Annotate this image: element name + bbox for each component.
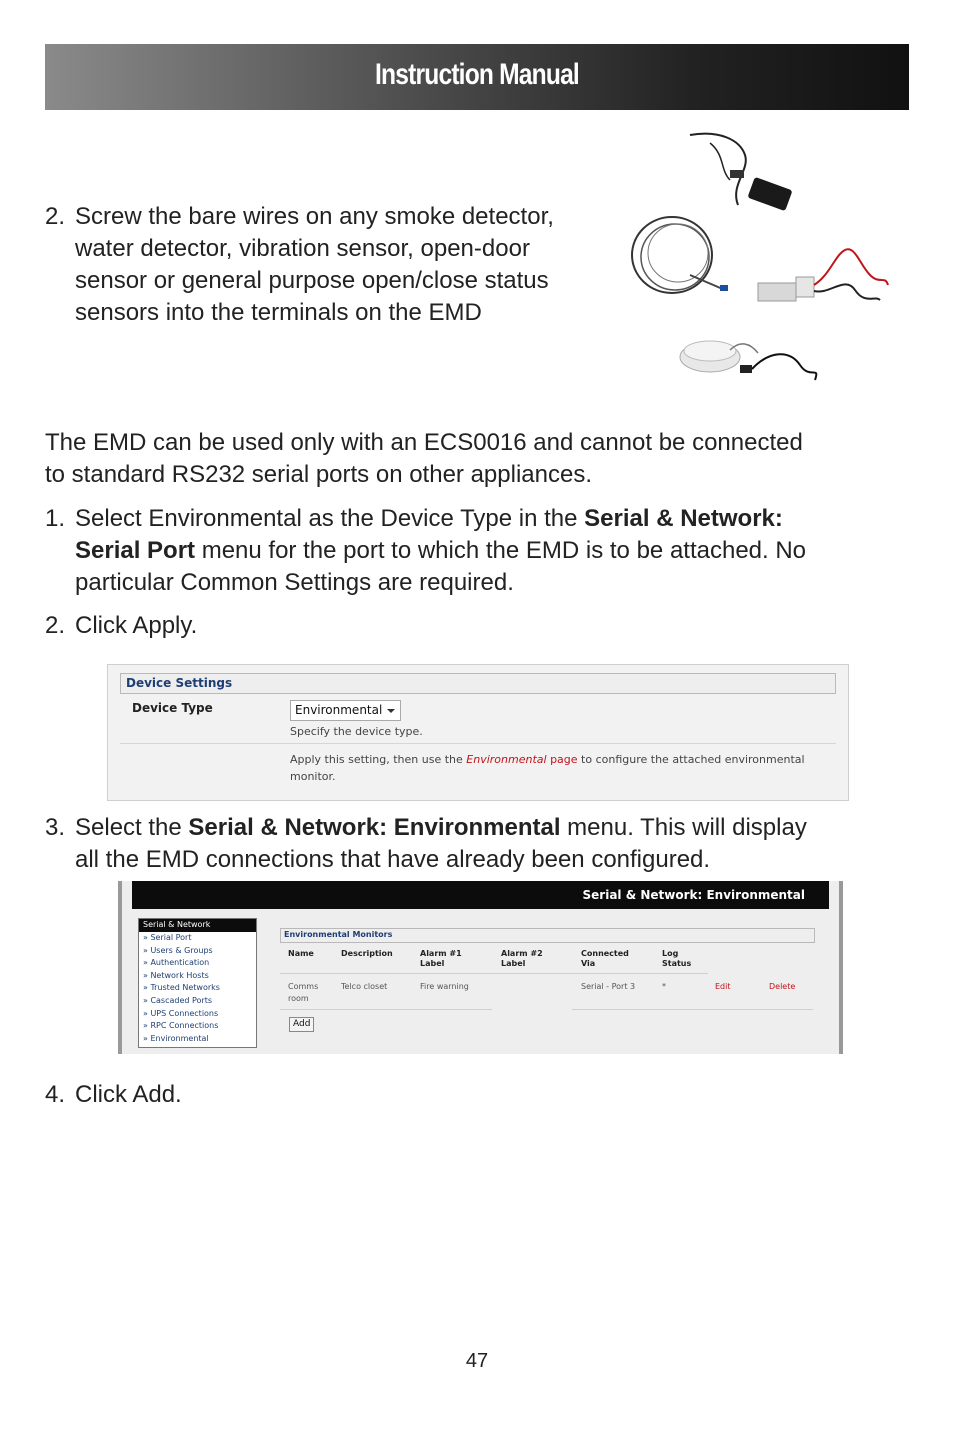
device-settings-screenshot xyxy=(107,664,849,801)
step-line: water detector, vibration sensor, open-door xyxy=(75,235,530,262)
open-door-sensor-icon xyxy=(758,249,888,301)
step-text: menu for the port to which the EMD is to be attached. No xyxy=(195,537,807,564)
sidebar-header: Serial & Network xyxy=(139,919,256,932)
step-text: Click Apply. xyxy=(75,612,198,639)
page-number: 47 xyxy=(465,1350,489,1372)
column-header-alarm2: Alarm #2 Label xyxy=(501,949,543,968)
section-title: Device Settings xyxy=(126,676,233,690)
page-title: Instruction Manual xyxy=(375,58,579,91)
cell-log-status: * xyxy=(662,982,666,991)
environmental-page-link[interactable]: Environmental xyxy=(466,753,547,766)
sidebar-item-rpc-connections[interactable]: » RPC Connections xyxy=(143,1021,219,1031)
delete-link[interactable]: Delete xyxy=(769,982,796,991)
step-select-environmental xyxy=(45,503,905,603)
menu-name: Serial & Network: xyxy=(584,505,783,532)
step-text: Select Environmental as the Device Type in the xyxy=(75,505,585,532)
step-line: sensor or general purpose open/close status xyxy=(75,267,549,294)
apply-note xyxy=(290,751,820,785)
sidebar-item-authentication[interactable]: » Authentication xyxy=(143,958,210,968)
screen-title: Serial & Network: Environmental xyxy=(582,888,805,902)
step-text: Click Add. xyxy=(75,1081,182,1108)
cell-connected-via: Serial - Port 3 xyxy=(581,982,636,991)
step-text: particular Common Settings are required. xyxy=(75,569,514,596)
step-click-apply xyxy=(45,610,445,644)
column-header-connected-via: Connected Via xyxy=(581,949,629,968)
sidebar-menu xyxy=(138,918,257,1048)
apply-note-text: to configure the attached environmental monitor. xyxy=(290,753,805,783)
step-text: Select the xyxy=(75,814,189,841)
selected-value: Environmental xyxy=(295,703,383,717)
sensors-illustration xyxy=(630,125,900,395)
step-number: 1. xyxy=(45,505,66,532)
sidebar-item-serial-port[interactable]: » Serial Port xyxy=(143,933,192,942)
device-type-hint: Specify the device type. xyxy=(290,725,423,738)
sidebar-item-environmental[interactable]: » Environmental xyxy=(143,1033,209,1043)
cell-alarm1: Fire warning xyxy=(420,982,469,991)
sidebar-item-trusted-networks[interactable]: » Trusted Networks xyxy=(143,983,220,993)
intro-line: to standard RS232 serial ports on other appliances. xyxy=(45,461,592,488)
header-rule xyxy=(280,973,708,974)
menu-name: Serial Port xyxy=(75,537,196,564)
column-header-description: Description xyxy=(341,949,393,958)
step-select-environmental-menu xyxy=(45,812,905,880)
row-rule xyxy=(572,1009,813,1010)
step-wire-sensors xyxy=(45,201,625,331)
chevron-down-icon xyxy=(387,709,395,713)
step-number: 2. xyxy=(45,612,66,639)
step-number: 2. xyxy=(45,203,66,230)
intro-paragraph xyxy=(45,427,905,491)
environmental-page-link-suffix[interactable]: page xyxy=(546,753,578,766)
device-type-label: Device Type xyxy=(132,701,213,715)
row-rule xyxy=(280,1009,492,1010)
edit-link[interactable]: Edit xyxy=(715,982,731,991)
sidebar-item-network-hosts[interactable]: » Network Hosts xyxy=(143,970,209,980)
divider xyxy=(120,743,836,744)
intro-line: The EMD can be used only with an ECS0016 and cannot be connected xyxy=(45,429,803,456)
environmental-screenshot xyxy=(118,881,843,1054)
apply-note-text: Apply this setting, then use the xyxy=(290,753,467,766)
top-bar xyxy=(132,881,829,909)
sidebar-item-users-groups[interactable]: » Users & Groups xyxy=(143,945,213,955)
step-number: 3. xyxy=(45,814,66,841)
step-line: sensors into the terminals on the EMD xyxy=(75,299,482,326)
step-click-add xyxy=(45,1079,445,1113)
section-header xyxy=(280,928,815,943)
sidebar-item-cascaded-ports[interactable]: » Cascaded Ports xyxy=(143,995,213,1005)
step-text: menu. This will display xyxy=(560,814,807,841)
menu-name: Serial & Network: Environmental xyxy=(188,814,561,841)
section-title: Environmental Monitors xyxy=(284,930,393,939)
water-detector-icon xyxy=(632,217,728,293)
vibration-sensor-icon xyxy=(690,134,793,211)
cell-description: Telco closet xyxy=(341,982,388,991)
section-header xyxy=(120,673,836,694)
header-banner xyxy=(45,44,909,110)
column-header-alarm1: Alarm #1 Label xyxy=(420,949,462,968)
step-number: 4. xyxy=(45,1081,66,1108)
add-button[interactable]: Add xyxy=(289,1017,314,1032)
cell-name: Comms room xyxy=(288,982,319,1003)
smoke-detector-icon xyxy=(680,341,816,380)
step-line: Screw the bare wires on any smoke detector, xyxy=(75,203,554,230)
sidebar-item-ups-connections[interactable]: » UPS Connections xyxy=(143,1008,219,1018)
column-header-log-status: Log Status xyxy=(662,949,692,968)
step-text: all the EMD connections that have already been configured. xyxy=(75,846,711,873)
device-type-select[interactable] xyxy=(290,700,401,721)
column-header-name: Name xyxy=(288,949,314,958)
